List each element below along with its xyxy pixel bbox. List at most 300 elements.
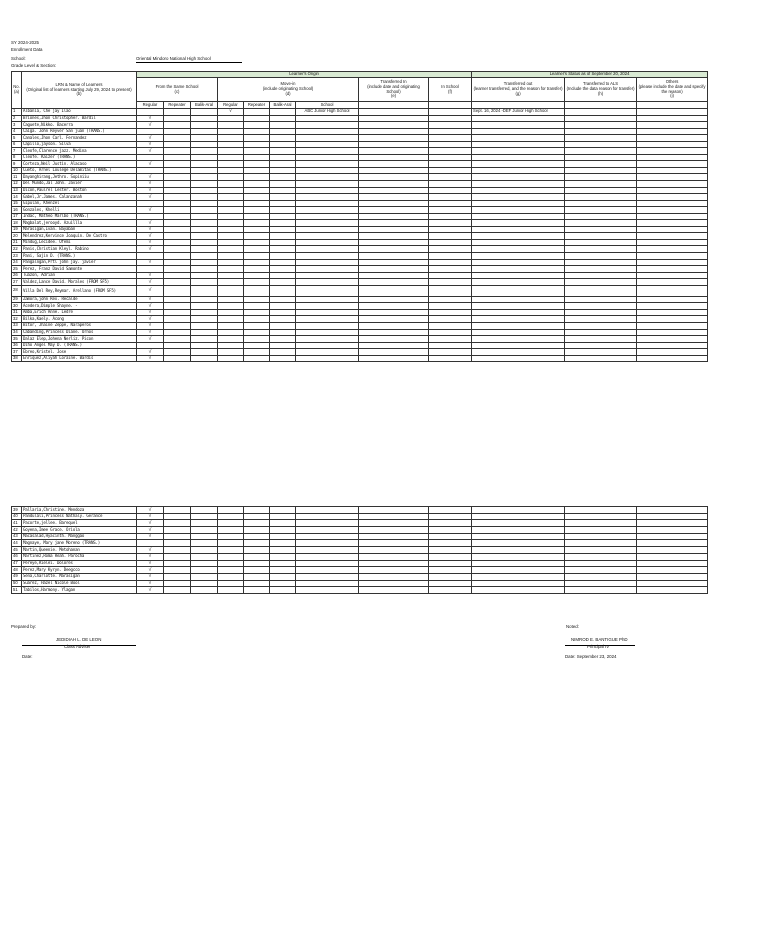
same-regular-cell: √	[137, 194, 164, 201]
table-row	[12, 567, 708, 574]
learner-name: Suarez, Hazel Nicole Bool	[22, 580, 137, 587]
enrollment-table	[11, 71, 708, 362]
same-regular-cell: √	[137, 239, 164, 246]
als-cell	[565, 553, 637, 560]
row-number: 6	[12, 141, 22, 148]
row-number: 29	[12, 296, 22, 303]
move-regular-cell	[218, 547, 244, 554]
learner-name: Martinez,Roma Reah. Parocha	[22, 553, 137, 560]
in-school-header: In School (f)	[429, 78, 472, 102]
col-lrn-header: LRN & Name of Learners (Original list of learners starting July 29, 2024 to present) (b)	[22, 72, 137, 109]
move-repeater-cell	[244, 560, 270, 567]
row-number: 41	[12, 520, 22, 527]
same-regular-cell: √	[137, 220, 164, 227]
row-number: 10	[12, 167, 22, 174]
move-repeater-cell	[244, 355, 270, 362]
move-school-cell: ABC Junior High School	[296, 109, 359, 116]
move-repeater-cell	[244, 513, 270, 520]
school-label: School:	[11, 56, 26, 61]
move-repeater-cell	[244, 573, 270, 580]
row-number: 49	[12, 573, 22, 580]
row-number: 26	[12, 272, 22, 279]
sub-repeater: Repeater	[164, 102, 191, 109]
row-number: 15	[12, 200, 22, 207]
transferred-in-cell	[359, 540, 429, 547]
move-school-cell	[296, 587, 359, 594]
learner-name: Caiga. John Reyver San juan (TRANS.)	[22, 128, 137, 135]
same-regular-cell: √	[137, 161, 164, 168]
table-row	[12, 513, 708, 520]
move-repeater-cell	[244, 587, 270, 594]
move-regular-cell	[218, 520, 244, 527]
principal-date: Date: September 23, 2024	[565, 654, 617, 659]
same-regular-cell: √	[137, 115, 164, 122]
same-regular-cell: √	[137, 122, 164, 129]
move-school-cell	[296, 355, 359, 362]
row-number: 20	[12, 233, 22, 240]
in-school-cell	[429, 285, 472, 296]
move-regular-cell	[218, 587, 244, 594]
als-cell	[565, 567, 637, 574]
same-regular-cell: √	[137, 246, 164, 253]
move-regular-cell	[218, 560, 244, 567]
row-number: 17	[12, 213, 22, 220]
move-school-cell	[296, 513, 359, 520]
move-balik-aral-cell	[270, 553, 296, 560]
learner-name: Amba,Erich Anne. Ledre	[22, 309, 137, 316]
transferred-in-cell	[359, 507, 429, 514]
same-regular-cell: √	[137, 322, 164, 329]
same-repeater-cell	[164, 520, 191, 527]
same-regular-cell: √	[137, 141, 164, 148]
others-cell	[637, 540, 708, 547]
learner-name: Marasigan,Ivan. Bayaban	[22, 226, 137, 233]
same-balik-aral-cell	[191, 285, 218, 296]
same-regular-cell: √	[137, 547, 164, 554]
row-number: 28	[12, 285, 22, 296]
same-regular-cell: √	[137, 174, 164, 181]
row-number: 36	[12, 342, 22, 349]
others-cell	[637, 533, 708, 540]
row-number: 27	[12, 279, 22, 286]
learner-name: Dalaz Elep,Johena Nerliz. Picon	[22, 336, 137, 343]
move-balik-aral-cell	[270, 507, 296, 514]
in-school-cell	[429, 560, 472, 567]
same-balik-aral-cell	[191, 540, 218, 547]
move-balik-aral-cell	[270, 580, 296, 587]
transferred-out-cell	[472, 547, 565, 554]
learner-name: Gabel,Jr.James. Calanzanah	[22, 194, 137, 201]
same-regular-cell: √	[137, 560, 164, 567]
move-repeater-cell	[244, 520, 270, 527]
enrollment-table-continued	[11, 506, 708, 594]
learner-name: Dicon,Paulrel Lester. Boston	[22, 187, 137, 194]
same-repeater-cell	[164, 573, 191, 580]
learner-name: Pacorte,jellee. Barequel	[22, 520, 137, 527]
row-number: 3	[12, 122, 22, 129]
same-regular-cell: √	[137, 567, 164, 574]
transferred-in-header: Transferred In (include date and originating School) (e)	[359, 78, 429, 102]
transferred-out-cell	[472, 580, 565, 587]
als-cell	[565, 520, 637, 527]
same-regular-cell: √	[137, 513, 164, 520]
move-balik-aral-cell	[270, 567, 296, 574]
als-cell	[565, 355, 637, 362]
in-school-cell	[429, 527, 472, 534]
learner-name: Goyena,Imee Grace. Oriola	[22, 527, 137, 534]
sub-regular: Regular	[137, 102, 164, 109]
row-number: 8	[12, 154, 22, 161]
transferred-in-cell	[359, 567, 429, 574]
move-school-cell	[296, 533, 359, 540]
learner-name: Cleofe,Clarence jazz. Medina	[22, 148, 137, 155]
move-regular-cell	[218, 507, 244, 514]
transferred-out-cell	[472, 567, 565, 574]
learner-name: Martin,Queenie. Metohanan	[22, 547, 137, 554]
row-number: 1	[12, 109, 22, 116]
same-repeater-cell	[164, 285, 191, 296]
learner-name: Dayanghirang,Jethro. Sopiniiu	[22, 174, 137, 181]
learner-name: Diho Angel May D. (TRANS.)	[22, 342, 137, 349]
transferred-in-cell	[359, 285, 429, 296]
same-balik-aral-cell	[191, 560, 218, 567]
same-balik-aral-cell	[191, 507, 218, 514]
row-number: 42	[12, 527, 22, 534]
move-school-cell	[296, 527, 359, 534]
table-row	[12, 527, 708, 534]
learner-name: Panis,Christian Kleyl. Rabino	[22, 246, 137, 253]
transferred-out-cell	[472, 527, 565, 534]
move-regular-cell	[218, 580, 244, 587]
move-school-cell	[296, 560, 359, 567]
sub-move-regular: Regular	[218, 102, 244, 109]
als-cell	[565, 513, 637, 520]
move-regular-cell	[218, 533, 244, 540]
transferred-out-cell	[472, 355, 565, 362]
move-school-cell	[296, 285, 359, 296]
transferred-in-cell	[359, 580, 429, 587]
same-regular-cell: √	[137, 181, 164, 188]
others-cell	[637, 547, 708, 554]
row-number: 2	[12, 115, 22, 122]
transferred-out-cell	[472, 285, 565, 296]
learner-name: Albania, Che jay Ilao	[22, 109, 137, 116]
row-number: 38	[12, 355, 22, 362]
same-regular-cell: √	[137, 207, 164, 214]
same-repeater-cell	[164, 587, 191, 594]
move-school-cell	[296, 553, 359, 560]
principal-name: NIMROD E. BANTIGUE PhD	[571, 637, 628, 642]
learner-name: Gipulan, Khenzel	[22, 200, 137, 207]
others-cell	[637, 285, 708, 296]
als-cell	[565, 587, 637, 594]
table-row	[12, 587, 708, 594]
learner-name: Bilka,Kaely. Acong	[22, 316, 137, 323]
transferred-in-cell	[359, 573, 429, 580]
move-balik-aral-cell	[270, 355, 296, 362]
row-number: 12	[12, 181, 22, 188]
in-school-cell	[429, 553, 472, 560]
in-school-cell	[429, 507, 472, 514]
same-regular-cell: √	[137, 233, 164, 240]
row-number: 13	[12, 187, 22, 194]
in-school-cell	[429, 587, 472, 594]
same-balik-aral-cell	[191, 587, 218, 594]
same-repeater-cell	[164, 547, 191, 554]
others-cell	[637, 507, 708, 514]
same-regular-cell: √	[137, 355, 164, 362]
transferred-out-cell	[472, 507, 565, 514]
move-balik-aral-cell	[270, 540, 296, 547]
transferred-in-cell	[359, 560, 429, 567]
row-number: 19	[12, 226, 22, 233]
same-repeater-cell	[164, 513, 191, 520]
move-repeater-cell	[244, 580, 270, 587]
sub-move-balik-aral: Balik-Aral	[270, 102, 296, 109]
learner-name: Cabanding,Princess Diane. Ornos	[22, 329, 137, 336]
table-row	[12, 547, 708, 554]
move-repeater-cell	[244, 567, 270, 574]
transferred-in-cell	[359, 553, 429, 560]
learner-name: Pereye,Rielei. Dolores	[22, 560, 137, 567]
table-row	[12, 520, 708, 527]
same-balik-aral-cell	[191, 513, 218, 520]
move-school-cell	[296, 507, 359, 514]
row-number: 18	[12, 220, 22, 227]
move-balik-aral-cell	[270, 547, 296, 554]
same-balik-aral-cell	[191, 527, 218, 534]
adviser-date-label: Date:	[22, 654, 33, 659]
col-no-header: No. (a)	[12, 72, 22, 109]
transferred-out-cell	[472, 533, 565, 540]
others-cell	[637, 567, 708, 574]
others-cell	[637, 355, 708, 362]
learner-name: Magnaye, Mary jane Moreno (TRANS.)	[22, 540, 137, 547]
learner-name: Sena,Charlotte. Marasigan	[22, 573, 137, 580]
move-regular-cell: √	[218, 109, 244, 116]
move-repeater-cell	[244, 527, 270, 534]
learner-name: Cleofe. Kaizer (TRANS.)	[22, 154, 137, 161]
learner-name: Pandulali,Princess Nathaly. Gerance	[22, 513, 137, 520]
learner-name: Acedera,Dimple Shayne. -	[22, 303, 137, 310]
learner-name: Caguete,Nikko. Bacerra	[22, 122, 137, 129]
table-row	[12, 573, 708, 580]
row-number: 50	[12, 580, 22, 587]
als-cell	[565, 527, 637, 534]
row-number: 5	[12, 135, 22, 142]
learner-name: Zamora,john Rex. Recalde	[22, 296, 137, 303]
row-number: 35	[12, 336, 22, 343]
move-repeater-cell	[244, 285, 270, 296]
move-school-cell	[296, 567, 359, 574]
move-school-cell	[296, 580, 359, 587]
move-school-cell	[296, 540, 359, 547]
in-school-cell	[429, 355, 472, 362]
move-repeater-cell	[244, 533, 270, 540]
move-balik-aral-cell	[270, 520, 296, 527]
grade-section-label: Grade Level & Section:	[11, 63, 57, 68]
learner-name: Indac, Matheo Marlbo (TRANS.)	[22, 213, 137, 220]
transferred-out-cell	[472, 573, 565, 580]
school-year: SY 2024-2025	[11, 40, 39, 45]
learner-name: Pangalngan,Prtl john jay. javier	[22, 259, 137, 266]
row-number: 46	[12, 553, 22, 560]
row-number: 40	[12, 513, 22, 520]
row-number: 39	[12, 507, 22, 514]
transferred-out-cell	[472, 587, 565, 594]
table-row	[12, 285, 708, 296]
adviser-name: JEDIDIAH L. DE LEON	[56, 637, 102, 642]
same-regular-cell: √	[137, 507, 164, 514]
sub-move-school: School	[296, 102, 359, 109]
learner-name: Macasalad,Hyacinth. Manggao	[22, 533, 137, 540]
in-school-cell	[429, 573, 472, 580]
same-repeater-cell	[164, 527, 191, 534]
others-cell	[637, 587, 708, 594]
row-number: 30	[12, 303, 22, 310]
same-repeater-cell	[164, 507, 191, 514]
transferred-in-cell	[359, 527, 429, 534]
in-school-cell	[429, 580, 472, 587]
same-regular-cell: √	[137, 272, 164, 279]
same-balik-aral-cell	[191, 580, 218, 587]
als-cell	[565, 560, 637, 567]
move-balik-aral-cell	[270, 527, 296, 534]
transferred-in-cell	[359, 533, 429, 540]
table-row	[12, 553, 708, 560]
learner-name: Bitor, Jhaine Zeppe, Naraperos	[22, 322, 137, 329]
in-school-cell	[429, 567, 472, 574]
move-balik-aral-cell	[270, 573, 296, 580]
others-cell	[637, 520, 708, 527]
same-regular-cell: √	[137, 587, 164, 594]
learner-name: Del Mundo,Jal John. Javier	[22, 181, 137, 188]
table-row	[12, 560, 708, 567]
row-number: 44	[12, 540, 22, 547]
row-number: 31	[12, 309, 22, 316]
same-repeater-cell	[164, 540, 191, 547]
same-regular-cell: √	[137, 303, 164, 310]
learner-name: Capillo,jayson. Silva	[22, 141, 137, 148]
same-balik-aral-cell	[191, 533, 218, 540]
als-cell	[565, 573, 637, 580]
same-balik-aral-cell	[191, 355, 218, 362]
in-school-cell	[429, 513, 472, 520]
row-number: 37	[12, 349, 22, 356]
row-number: 22	[12, 246, 22, 253]
others-cell	[637, 560, 708, 567]
prepared-by-label: Prepared by:	[11, 624, 37, 629]
move-repeater-cell	[244, 540, 270, 547]
learner-name: Melendrez,Kervince Joaquin. De Castro	[22, 233, 137, 240]
learner-name: Canales,Jhon Carl. Fernandez	[22, 135, 137, 142]
als-header: Transferred to ALS (Include the data reason for transfer) (h)	[565, 78, 637, 102]
move-school-cell	[296, 573, 359, 580]
others-cell	[637, 553, 708, 560]
same-repeater-cell	[164, 533, 191, 540]
same-balik-aral-cell	[191, 547, 218, 554]
learner-name: Magbalat,jerooyd. Azuillla	[22, 220, 137, 227]
learner-name: Ebreo,Kristel. Jose	[22, 349, 137, 356]
learner-name: Cueto, Arnel Loulege Delamitas (TRANS.)	[22, 167, 137, 174]
transferred-out-cell	[472, 540, 565, 547]
learners-status-header: Learner's Status as of September 20, 2024	[472, 72, 708, 78]
transferred-out-cell	[472, 553, 565, 560]
transferred-out-header: Transferred out (learner transferred, and the reason for transfer) (g)	[472, 78, 565, 102]
report-title: Enrollment Data	[11, 47, 43, 52]
same-repeater-cell	[164, 567, 191, 574]
noted-label: Noted:	[566, 624, 579, 629]
adviser-role: Class Adviser	[64, 644, 91, 649]
move-balik-aral-cell	[270, 587, 296, 594]
same-regular-cell: √	[137, 135, 164, 142]
same-regular-cell: √	[137, 520, 164, 527]
move-repeater-cell	[244, 553, 270, 560]
same-regular-cell: √	[137, 349, 164, 356]
row-number: 23	[12, 253, 22, 260]
row-number: 33	[12, 322, 22, 329]
learner-name: Valdez,Lance David. Morales (FROM SF5)	[22, 279, 137, 286]
school-name: Oriental Mindoro National High School	[136, 56, 242, 63]
transferred-out-cell: Sept. 16, 2024 -DEF Junior High School	[472, 109, 565, 116]
same-regular-cell: √	[137, 527, 164, 534]
same-regular-cell: √	[137, 279, 164, 286]
row-number: 24	[12, 259, 22, 266]
row-number: 7	[12, 148, 22, 155]
transferred-out-cell	[472, 560, 565, 567]
row-number: 48	[12, 567, 22, 574]
move-repeater-cell	[244, 507, 270, 514]
learners-origin-header: Learner's Origin	[137, 72, 472, 78]
row-number: 51	[12, 587, 22, 594]
move-balik-aral-cell	[270, 513, 296, 520]
table-row	[12, 355, 708, 362]
row-number: 43	[12, 533, 22, 540]
others-cell	[637, 580, 708, 587]
move-regular-cell	[218, 540, 244, 547]
learner-name: Perez, Franz David Samonte	[22, 266, 137, 273]
learner-name: Pani, Sajin D. (TRANS.)	[22, 253, 137, 260]
move-regular-cell	[218, 527, 244, 534]
same-repeater-cell	[164, 553, 191, 560]
row-number: 32	[12, 316, 22, 323]
learner-name: Tabilos,Harmony. Ylagan	[22, 587, 137, 594]
sub-balik-aral: Balik-Aral	[191, 102, 218, 109]
same-regular-cell: √	[137, 336, 164, 343]
row-number: 9	[12, 161, 22, 168]
same-regular-cell	[137, 540, 164, 547]
move-repeater-cell	[244, 547, 270, 554]
move-in-header: Move-in (include originating School) (d)	[218, 78, 359, 102]
learner-name: Gonzales, Khelli	[22, 207, 137, 214]
same-regular-cell: √	[137, 329, 164, 336]
in-school-cell	[429, 547, 472, 554]
same-regular-cell: √	[137, 316, 164, 323]
same-repeater-cell	[164, 355, 191, 362]
learner-name: Corteza,Neil Justin. Alacaso	[22, 161, 137, 168]
same-regular-cell: √	[137, 580, 164, 587]
transferred-in-cell	[359, 587, 429, 594]
same-regular-cell: √	[137, 259, 164, 266]
als-cell	[565, 540, 637, 547]
als-cell	[565, 533, 637, 540]
same-school-header: From the Same School (c)	[137, 78, 218, 102]
row-number: 45	[12, 547, 22, 554]
in-school-cell	[429, 520, 472, 527]
same-regular-cell: √	[137, 187, 164, 194]
table-row	[12, 540, 708, 547]
move-balik-aral-cell	[270, 285, 296, 296]
